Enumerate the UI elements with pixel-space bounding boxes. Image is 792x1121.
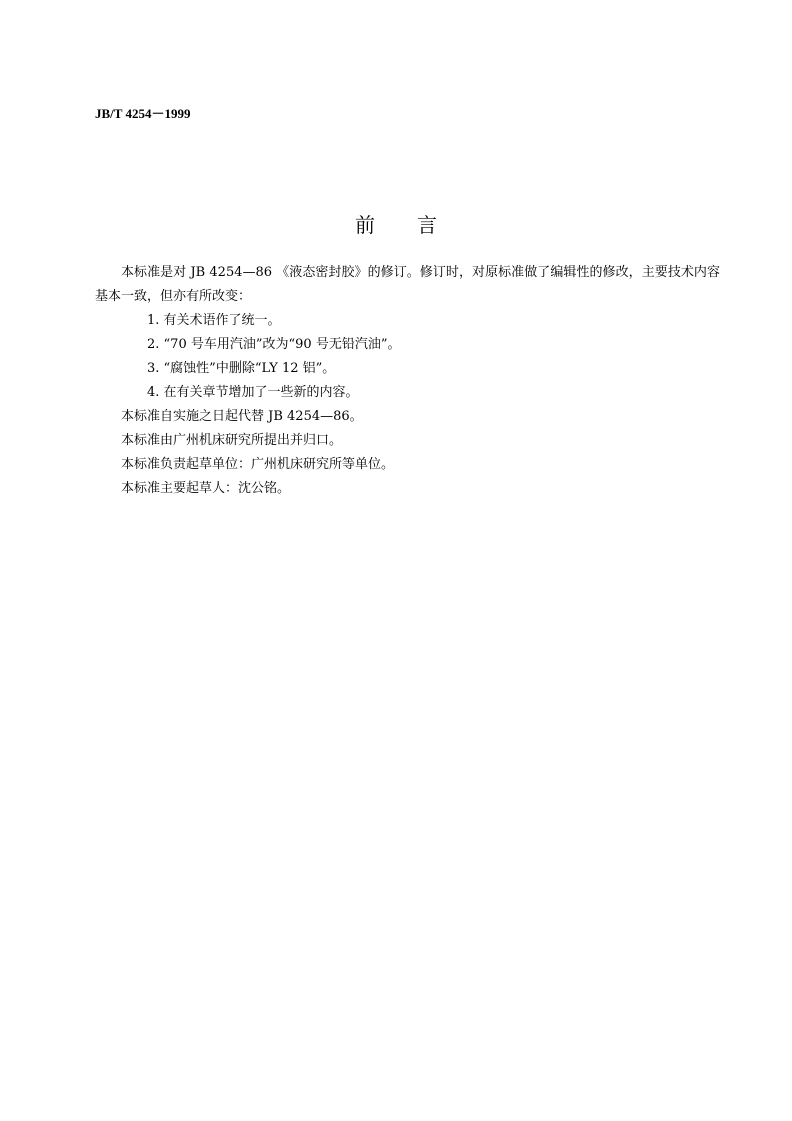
list-item: 3. “腐蚀性”中删除“LY 12 铝”。 [147, 361, 336, 376]
proposer-statement: 本标准由广州机床研究所提出并归口。 [121, 433, 343, 448]
replacement-statement: 本标准自实施之日起代替 JB 4254—86。 [121, 409, 363, 424]
document-code: JB/T 4254－1999 [95, 106, 191, 121]
foreword-body [95, 261, 720, 501]
drafting-unit-statement: 本标准负责起草单位：广州机床研究所等单位。 [121, 457, 395, 472]
section-title: 前言 [355, 213, 479, 237]
list-item: 2. “70 号车用汽油”改为“90 号无铅汽油”。 [147, 337, 401, 352]
drafter-statement: 本标准主要起草人：沈公铭。 [121, 481, 291, 496]
intro-paragraph: 本标准是对 JB 4254—86 《液态密封胶》的修订。修订时，对原标准做了编辑性的修改，主要技术内容基本一致，但亦有所改变： [95, 265, 720, 304]
list-item: 1. 有关术语作了统一。 [147, 313, 281, 328]
changes-list [95, 309, 720, 405]
list-item: 4. 在有关章节增加了一些新的内容。 [147, 385, 359, 400]
